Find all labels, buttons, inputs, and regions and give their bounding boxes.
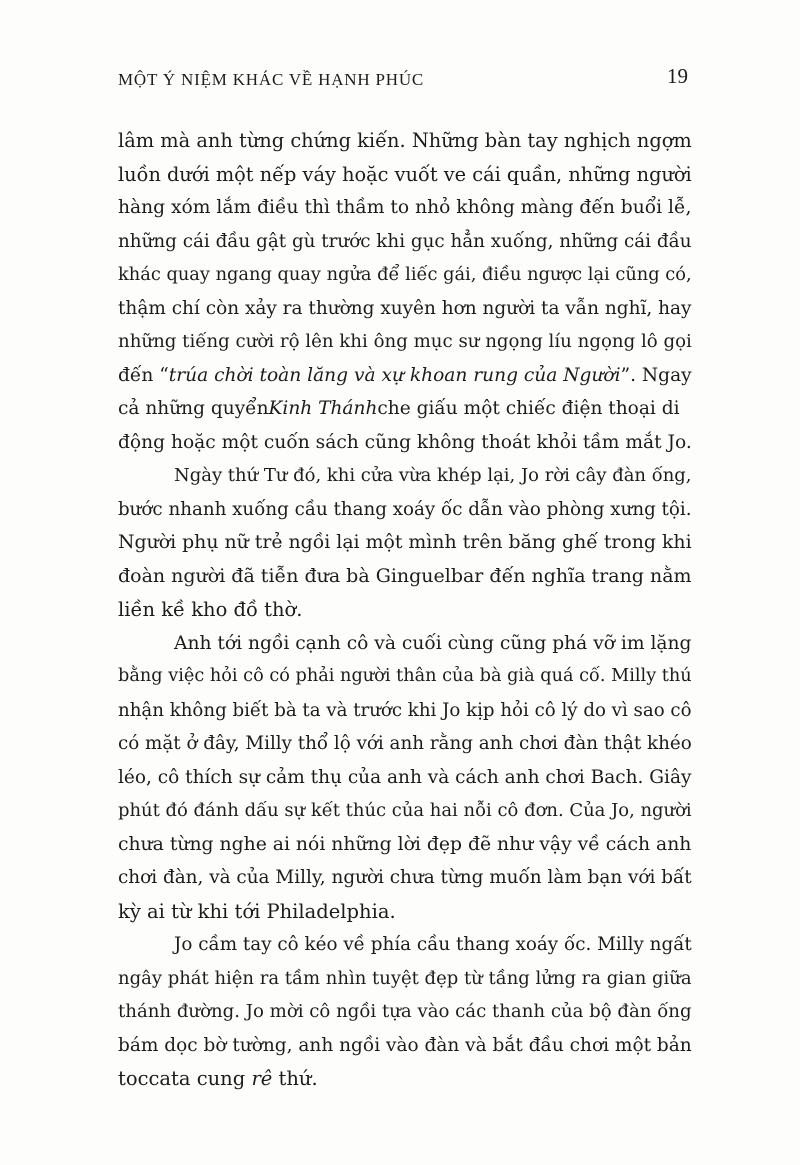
text-line [118, 861, 718, 895]
text-line [118, 392, 718, 426]
text-line [118, 627, 718, 661]
text-line [118, 493, 718, 527]
text-line [118, 292, 718, 326]
text-line [118, 258, 718, 292]
text-run: khác quay ngang quay ngửa để liếc gái, điều ngược lại cũng có, [118, 264, 692, 285]
text-run: bám dọc bờ tường, anh ngồi vào đàn và bắt đầu chơi một bản [118, 1034, 692, 1056]
text-run: chưa từng nghe ai nói những lời đẹp đẽ như vậy về cách anh [118, 833, 692, 855]
text-line [118, 359, 718, 393]
text-run: những cái đầu gật gù trước khi gục hẳn xuống, những cái đầu [118, 230, 692, 252]
text-run: hàng xóm lắm điều thì thầm to nhỏ không màng đến buổi lễ, [118, 197, 692, 218]
text-line [118, 225, 718, 259]
text-run: Anh tới ngồi cạnh cô và cuối cùng cũng phá vỡ im lặng [174, 632, 692, 654]
text-run: luồn dưới một nếp váy hoặc vuốt ve cái quần, những người [118, 162, 692, 186]
text-run: liền kề kho đồ thờ. [118, 598, 303, 621]
text-line [118, 694, 718, 728]
text-line [118, 459, 718, 493]
text-run: có mặt ở đây, Milly thổ lộ với anh rằng anh chơi đàn thật khéo [118, 733, 692, 754]
text-run: thứ. [272, 1067, 318, 1090]
text-run: đoàn người đã tiễn đưa bà Ginguelbar đến nghĩa trang nằm [118, 564, 692, 587]
text-run: thánh đường. Jo mời cô ngồi tựa vào các thanh của bộ đàn ống [118, 1001, 692, 1022]
text-run: Jo cầm tay cô kéo về phía cầu thang xoáy ốc. Milly ngất [174, 934, 692, 955]
text-run: đến “ [118, 364, 169, 386]
paragraph [118, 928, 718, 1096]
text-run: bước nhanh xuống cầu thang xoáy ốc dẫn vào phòng xưng tội. [118, 498, 692, 520]
text-line [118, 426, 718, 460]
text-run: bằng việc hỏi cô có phải người thân của bà già quá cố. Milly thú [118, 666, 692, 686]
italic-text: rê [251, 1067, 273, 1090]
text-line [118, 158, 718, 192]
text-line [118, 794, 718, 828]
text-line [118, 828, 718, 862]
text-run: nhận không biết bà ta và trước khi Jo kịp hỏi cô lý do vì sao cô [118, 699, 692, 721]
text-line [118, 995, 718, 1029]
text-line [118, 325, 718, 359]
text-run: những tiếng cười rộ lên khi ông mục sư ngọng líu ngọng lô gọi [118, 331, 692, 352]
italic-text: trúa chời toàn lăng và xự khoan rung của Người [168, 364, 621, 386]
text-line [118, 191, 718, 225]
text-run: che giấu một chiếc điện thoại di [377, 398, 680, 419]
text-run: toccata cung [118, 1067, 252, 1090]
text-run: ngây phát hiện ra tầm nhìn tuyệt đẹp từ tầng lửng ra gian giữa [118, 967, 692, 989]
text-run: Ngày thứ Tư đó, khi cửa vừa khép lại, Jo rời cây đàn ống, [174, 465, 692, 486]
paragraph [118, 459, 718, 627]
text-line [118, 895, 718, 929]
text-run: lâm mà anh từng chứng kiến. Những bàn tay nghịch ngợm [118, 129, 692, 152]
text-run: cả những quyển [118, 398, 269, 419]
running-header [118, 64, 688, 92]
text-run: chơi đàn, và của Milly, người chưa từng muốn làm bạn với bất [118, 867, 692, 888]
text-line [118, 660, 718, 694]
body-text [118, 124, 718, 1096]
running-title: MỘT Ý NIỆM KHÁC VỀ HẠNH PHÚC [118, 70, 425, 89]
text-run: ”. Ngay [620, 364, 692, 386]
text-line [118, 962, 718, 996]
text-run: động hoặc một cuốn sách cũng không thoát khỏi tầm mắt Jo. [118, 431, 692, 453]
text-line [118, 928, 718, 962]
text-line [118, 1062, 718, 1096]
text-line [118, 560, 718, 594]
text-line [118, 761, 718, 795]
text-line [118, 727, 718, 761]
text-line [118, 593, 718, 627]
italic-text: Kinh Thánh [268, 398, 378, 419]
text-run: Người phụ nữ trẻ ngồi lại một mình trên băng ghế trong khi [118, 531, 692, 553]
text-line [118, 1029, 718, 1063]
paragraph [118, 124, 718, 459]
page-number: 19 [667, 64, 688, 88]
text-run: léo, cô thích sự cảm thụ của anh và cách anh chơi Bach. Giây [118, 766, 692, 788]
text-run: thậm chí còn xảy ra thường xuyên hơn người ta vẫn nghĩ, hay [118, 297, 692, 319]
text-run: phút đó đánh dấu sự kết thúc của hai nỗi cô đơn. Của Jo, người [118, 800, 692, 821]
paragraph [118, 627, 718, 929]
text-run: kỳ ai từ khi tới Philadelphia. [118, 899, 396, 923]
text-line [118, 124, 718, 158]
text-line [118, 526, 718, 560]
